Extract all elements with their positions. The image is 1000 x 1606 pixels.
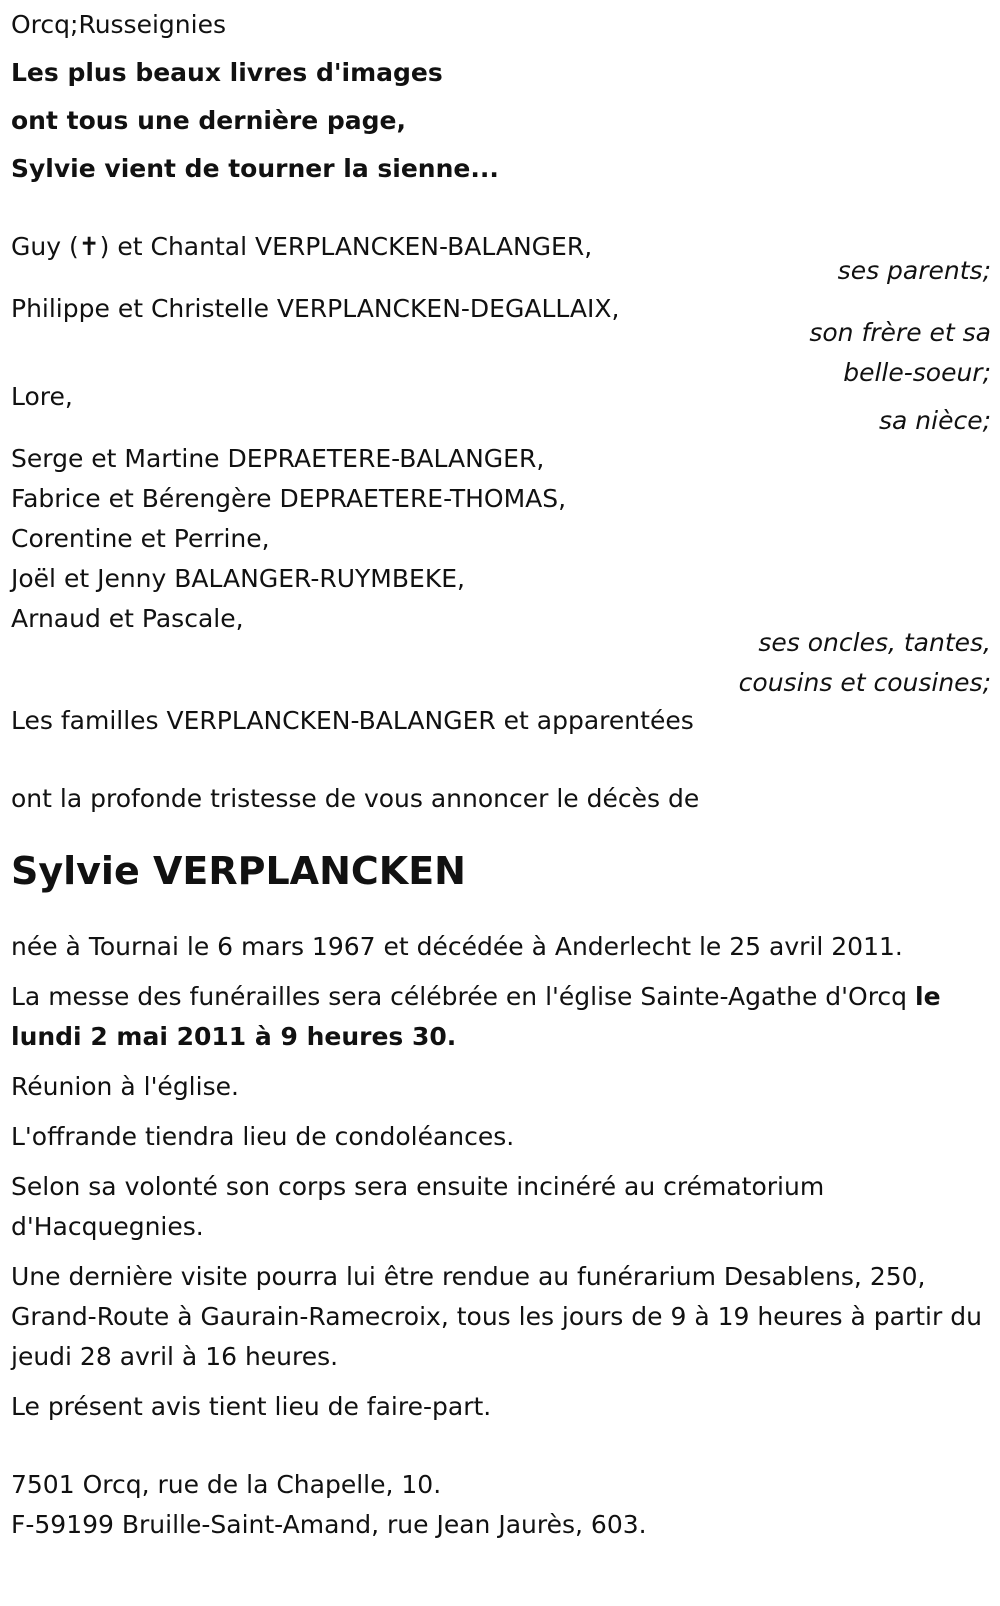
family-list [11,227,991,741]
deceased-name: Sylvie VERPLANCKEN [11,849,466,893]
announcement: ont la profonde tristesse de vous annoncer le décès de [11,784,700,813]
addresses [11,1465,991,1545]
relative-line: Joël et Jenny BALANGER-RUYMBEKE, [11,564,465,593]
verse-line: Sylvie vient de tourner la sienne... [11,154,499,183]
offering: L'offrande tiendra lieu de condoléances. [11,1122,515,1151]
verse [11,53,991,189]
parents-names: Guy (✝) et Chantal VERPLANCKEN-BALANGER, [11,232,593,261]
niece-names: Lore, [11,382,73,411]
visit: Une dernière visite pourra lui être rendue au funérarium Desablens, 250, Grand-Route à Gaurain-Ramecroix, tous les jours de 9 à 19 heures à partir du jeudi 28 avril à 16 heures. [11,1262,982,1371]
relatives-relation-2: cousins et cousines; [738,668,991,697]
meeting: Réunion à l'église. [11,1072,239,1101]
mass-text: La messe des funérailles sera célébrée en l'église Sainte-Agathe d'Orcq [11,982,915,1011]
notice: Le présent avis tient lieu de faire-part. [11,1392,492,1421]
relatives-list [11,439,991,639]
relatives-relation-1: ses oncles, tantes, [758,628,991,657]
relative-line: Arnaud et Pascale, [11,604,244,633]
brother-relation-1: son frère et sa [809,318,991,347]
address-line: 7501 Orcq, rue de la Chapelle, 10. [11,1470,442,1499]
death-notice [11,5,991,1545]
birth-death: née à Tournai le 6 mars 1967 et décédée à Anderlecht le 25 avril 2011. [11,932,903,961]
relative-line: Fabrice et Bérengère DEPRAETERE-THOMAS, [11,484,567,513]
families-line: Les familles VERPLANCKEN-BALANGER et apparentées [11,706,694,735]
address-line: F-59199 Bruille-Saint-Amand, rue Jean Jaurès, 603. [11,1510,647,1539]
relative-line: Corentine et Perrine, [11,524,270,553]
niece-relation: sa nièce; [878,406,991,435]
mass-date: le lundi 2 mai 2011 à 9 heures 30. [11,982,941,1051]
parents-relation: ses parents; [837,256,991,285]
verse-line: ont tous une dernière page, [11,106,406,135]
brother-names: Philippe et Christelle VERPLANCKEN-DEGALLAIX, [11,294,620,323]
mass-info [11,977,986,1057]
relative-line: Serge et Martine DEPRAETERE-BALANGER, [11,444,545,473]
details [11,927,991,1427]
verse-line: Les plus beaux livres d'images [11,58,443,87]
location-header: Orcq;Russeignies [11,10,226,39]
cremation: Selon sa volonté son corps sera ensuite incinéré au crématorium d'Hacquegnies. [11,1172,825,1241]
brother-relation-2: belle-soeur; [843,358,991,387]
